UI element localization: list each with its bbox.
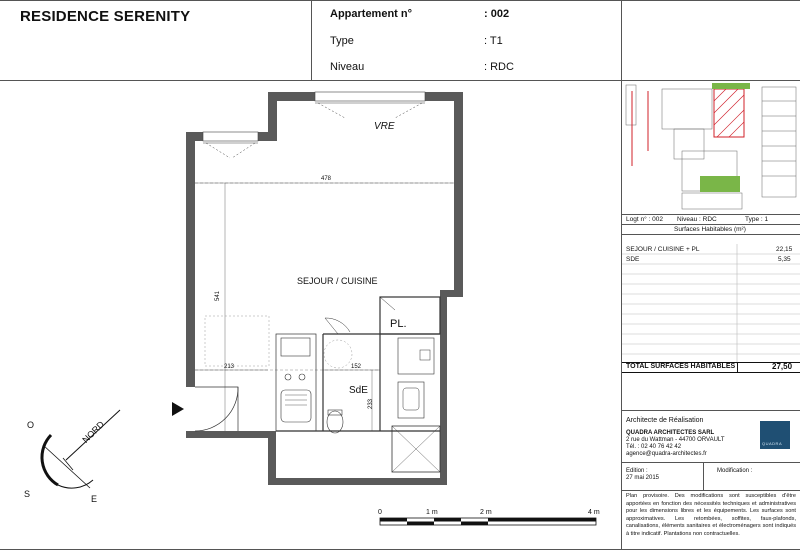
frame-header-divider [311, 0, 312, 80]
architect-phone: Tél. : 02 40 76 42 42 [626, 444, 682, 450]
compass-south: S [24, 489, 31, 499]
architect-name: QUADRA ARCHITECTES SARL [626, 430, 715, 436]
summary-logement: Logt n° : 002 [626, 216, 663, 223]
surface-row-2-label: SDE [626, 256, 640, 263]
type-value: : T1 [484, 35, 503, 47]
dim-height: 541 [215, 290, 222, 302]
surface-row-1-value: 22,15 [776, 246, 793, 253]
level-value: : RDC [484, 61, 514, 73]
surfaces-title: Surfaces Habitables (m²) [674, 226, 746, 233]
apartment-label: Appartement n° [330, 8, 413, 20]
modification-label: Modification : [717, 468, 753, 474]
edition-divider [703, 462, 704, 490]
architect-logo [760, 421, 790, 449]
compass-east: E [91, 494, 98, 504]
total-label: TOTAL SURFACES HABITABLES [626, 363, 736, 370]
surface-row-2-value: 5,35 [778, 256, 791, 263]
edition-label: Edition : [626, 468, 648, 474]
apartment-value: : 002 [484, 8, 510, 20]
architect-top-line [622, 410, 800, 411]
key-plan-thumbnail [622, 81, 800, 213]
architect-logo-text: QUADRA [762, 441, 783, 446]
total-divider [737, 362, 738, 372]
total-value: 27,50 [772, 362, 793, 371]
dim-width: 478 [321, 176, 332, 182]
summary-line-3 [622, 234, 800, 235]
dim-bath-w: 152 [351, 364, 362, 370]
scale-2m: 2 m [480, 509, 492, 516]
room-closet-label: PL. [390, 318, 407, 330]
type-label: Type [330, 35, 354, 47]
compass-north: NORD [80, 419, 107, 445]
edition-bottom-line [622, 490, 800, 491]
architect-address: 2 rue du Wattman - 44700 ORVAULT [626, 437, 725, 443]
edition-top-line [622, 462, 800, 463]
room-bath-label: SdE [349, 385, 368, 396]
disclaimer: Plan provisoire. Des modifications sont susceptibles d'être apportées en fonction des nécessités techniques et administratives pour les dimensions libres et les équipements. Les surfaces sont approximatives. Les retombées, soffites, faux-plafonds, canalisations, éléments sanitaires et électroménagers sont indiqués à titre indicatif. Plantations non contractuelles. [626, 493, 796, 537]
compass-west: O [27, 420, 35, 430]
architect-heading: Architecte de Réalisation [626, 417, 704, 424]
total-bottom-line [622, 372, 800, 373]
summary-niveau: Niveau : RDC [677, 216, 717, 223]
edition-date: 27 mai 2015 [626, 475, 660, 481]
floor-plan [150, 85, 480, 495]
architect-email: agence@quadra-architectes.fr [626, 451, 707, 457]
surface-row-1-label: SEJOUR / CUISINE + PL [626, 246, 700, 253]
window-label: VRE [374, 121, 395, 132]
room-main-label: SEJOUR / CUISINE [297, 276, 378, 286]
dim-bath-h: 233 [368, 398, 375, 410]
frame-top [0, 0, 800, 1]
level-label: Niveau [330, 61, 365, 73]
scale-1m: 1 m [426, 509, 438, 516]
summary-type: Type : 1 [745, 216, 769, 223]
compass-icon [18, 400, 128, 510]
scale-4m: 4 m [588, 509, 600, 516]
scale-bar [378, 517, 600, 527]
dim-kitchen: 213 [224, 364, 235, 370]
surfaces-grid [622, 244, 800, 374]
scale-0: 0 [378, 509, 382, 516]
residence-title: RESIDENCE SERENITY [20, 8, 191, 25]
